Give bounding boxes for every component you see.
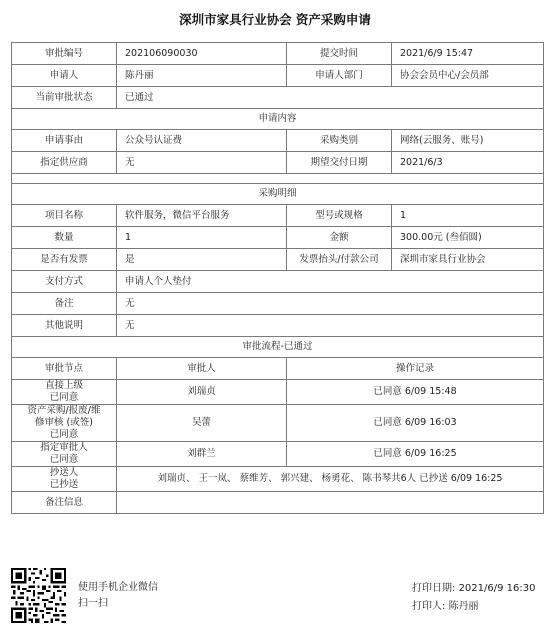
- spacer-cell: [12, 174, 544, 184]
- section-request-title: 申请内容: [12, 109, 544, 130]
- qty-value: 1: [117, 227, 287, 249]
- submit-time-value: 2021/6/9 15:47: [392, 43, 544, 65]
- flow-node: [12, 380, 117, 405]
- flow-row: [12, 442, 544, 467]
- note-label: 备注信息: [12, 492, 117, 514]
- row-supplier: [12, 152, 544, 174]
- cc-node: [12, 467, 117, 492]
- qr-instructions: [78, 580, 158, 612]
- remark-label: 备注: [12, 293, 117, 315]
- qr-instructions-line: 扫一扫: [78, 598, 108, 609]
- flow-node: [12, 405, 117, 442]
- printer: [412, 598, 535, 616]
- flow-node-line: 资产采购/报废/维: [27, 405, 101, 416]
- flow-header-row: [12, 358, 544, 380]
- invoice-title-label: 发票抬头/付款公司: [287, 249, 392, 271]
- note-value: [117, 492, 544, 514]
- flow-record: 已同意 6/09 16:25: [287, 442, 544, 467]
- flow-col-node: 审批节点: [12, 358, 117, 380]
- approval-no-label: 审批编号: [12, 43, 117, 65]
- status-label: 当前审批状态: [12, 87, 117, 109]
- status-value: 已通过: [117, 87, 544, 109]
- other-value: 无: [117, 315, 544, 337]
- section-request: [12, 109, 544, 130]
- section-detail: [12, 184, 544, 205]
- flow-col-approver: 审批人: [117, 358, 287, 380]
- amount-label: 金额: [287, 227, 392, 249]
- flow-node-line: 指定审批人: [40, 442, 88, 453]
- invoice-title-value: 深圳市家具行业协会: [392, 249, 544, 271]
- applicant-label: 申请人: [12, 65, 117, 87]
- row-note: [12, 492, 544, 514]
- item-value: 软件服务，微信平台服务: [117, 205, 287, 227]
- row-item: [12, 205, 544, 227]
- row-reason: [12, 130, 544, 152]
- row-payment: [12, 271, 544, 293]
- flow-record: 已同意 6/09 16:03: [287, 405, 544, 442]
- delivery-value: 2021/6/3: [392, 152, 544, 174]
- payment-label: 支付方式: [12, 271, 117, 293]
- flow-row: [12, 405, 544, 442]
- flow-approver: 刘群兰: [117, 442, 287, 467]
- remark-value: 无: [117, 293, 544, 315]
- model-value: 1: [392, 205, 544, 227]
- row-applicant: [12, 65, 544, 87]
- qr-instructions-line: 使用手机企业微信: [78, 582, 158, 593]
- flow-node: [12, 442, 117, 467]
- flow-node-line: 修审核 (或签): [35, 417, 93, 428]
- spacer-row: [12, 174, 544, 184]
- invoice-value: 是: [117, 249, 287, 271]
- flow-row: [12, 380, 544, 405]
- section-detail-title: 采购明细: [12, 184, 544, 205]
- flow-col-record: 操作记录: [287, 358, 544, 380]
- cc-node-line: 已抄送: [49, 479, 79, 490]
- dept-value: 协会会员中心/会员部: [392, 65, 544, 87]
- dept-label: 申请人部门: [287, 65, 392, 87]
- payment-value: 申请人个人垫付: [117, 271, 544, 293]
- page-footer: [0, 566, 550, 636]
- page-title: 深圳市家具行业协会 资产采购申请: [179, 12, 371, 27]
- flow-cc-row: [12, 467, 544, 492]
- applicant-value: 陈丹丽: [117, 65, 287, 87]
- printer-label: 打印人:: [412, 601, 446, 612]
- print-date-label: 打印日期:: [412, 583, 456, 594]
- approval-no-value: 202106090030: [117, 43, 287, 65]
- flow-node-line: 直接上级: [44, 380, 83, 391]
- supplier-label: 指定供应商: [12, 152, 117, 174]
- model-label: 型号或规格: [287, 205, 392, 227]
- row-qty: [12, 227, 544, 249]
- submit-time-label: 提交时间: [287, 43, 392, 65]
- row-approval-no: [12, 43, 544, 65]
- category-label: 采购类别: [287, 130, 392, 152]
- section-flow-title: 审批流程-已通过: [12, 337, 544, 358]
- qr-code-icon: [11, 568, 66, 623]
- category-value: 网络(云服务、账号): [392, 130, 544, 152]
- flow-node-line: 已同意: [49, 429, 79, 440]
- cc-node-line: 抄送人: [49, 467, 79, 478]
- flow-node-line: 已同意: [49, 454, 79, 465]
- row-other: [12, 315, 544, 337]
- flow-node-line: 已同意: [49, 392, 79, 403]
- approval-form-table: [11, 42, 544, 514]
- amount-value: 300.00元 (叁佰圆): [392, 227, 544, 249]
- delivery-label: 期望交付日期: [287, 152, 392, 174]
- reason-value: 公众号认证费: [117, 130, 287, 152]
- invoice-label: 是否有发票: [12, 249, 117, 271]
- item-label: 项目名称: [12, 205, 117, 227]
- row-status: [12, 87, 544, 109]
- flow-approver: 刘瑞贞: [117, 380, 287, 405]
- printer-value: 陈丹丽: [448, 601, 479, 612]
- print-date: [412, 580, 535, 598]
- section-flow: [12, 337, 544, 358]
- qty-label: 数量: [12, 227, 117, 249]
- reason-label: 申请事由: [12, 130, 117, 152]
- supplier-value: 无: [117, 152, 287, 174]
- row-invoice: [12, 249, 544, 271]
- print-info: [412, 580, 535, 616]
- print-date-value: 2021/6/9 16:30: [458, 583, 536, 594]
- flow-record: 已同意 6/09 15:48: [287, 380, 544, 405]
- row-remark: [12, 293, 544, 315]
- flow-approver: 吴蕾: [117, 405, 287, 442]
- cc-text: 刘瑞贞、 王一岚、 蔡维芳、 郭兴建、 杨勇花、 陈书琴共6人 已抄送 6/09 16:25: [117, 467, 544, 492]
- other-label: 其他说明: [12, 315, 117, 337]
